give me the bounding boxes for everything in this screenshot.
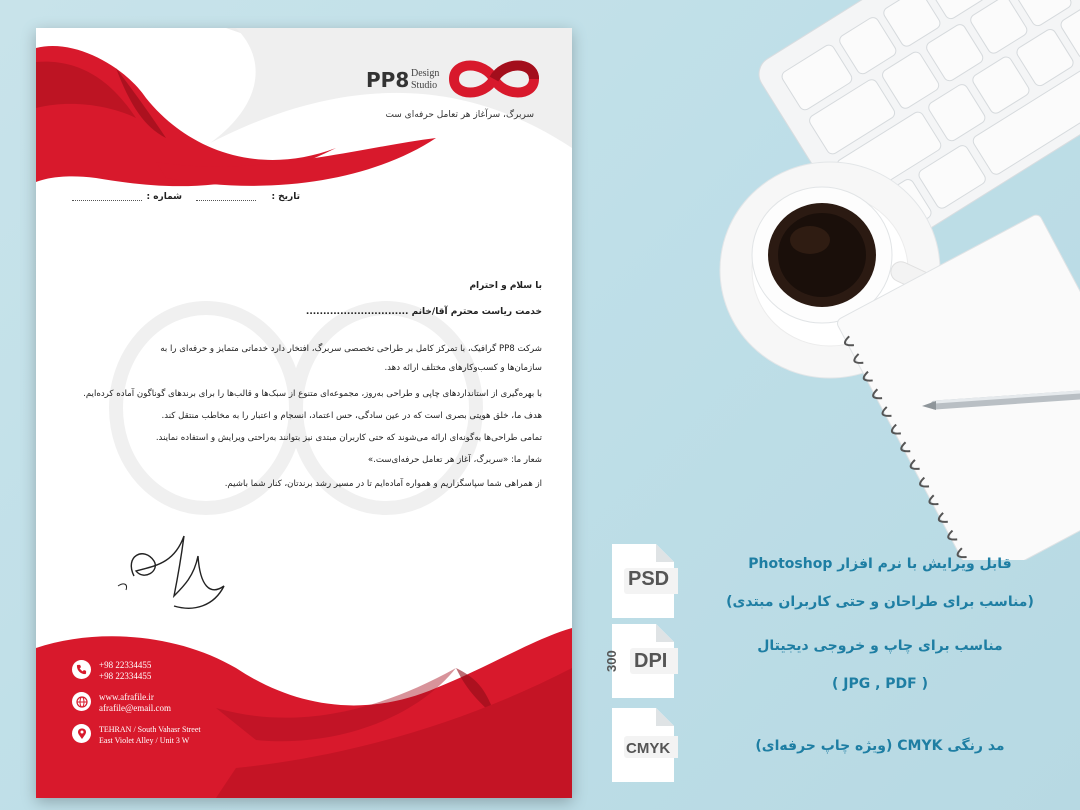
- brand-mark: PP8: [366, 68, 410, 92]
- letterhead-paper: [36, 28, 572, 798]
- signature-image: [114, 526, 254, 616]
- brand-slogan: سربرگ، سرآغاز هر تعامل حرفه‌ای ست: [385, 110, 534, 120]
- psd-label: PSD: [628, 568, 670, 590]
- feature-1-line-1: قابل ویرایش با نرم افزار Photoshop: [748, 556, 1012, 572]
- feature-2-line-2: ( JPG , PDF ): [831, 676, 929, 692]
- address-1: TEHRAN / South Vahasr Street: [99, 725, 201, 734]
- date-label: تاریخ :: [271, 192, 300, 202]
- dpi-sub-label: 300: [604, 650, 619, 672]
- phone-icon: [72, 660, 91, 679]
- number-dots: [72, 200, 142, 201]
- number-field: [147, 192, 183, 202]
- addressee: خدمت ریاست محترم آقا/خانم ..............................: [305, 307, 542, 317]
- email: afrafile@email.com: [99, 703, 171, 713]
- body-line-7: از همراهی شما سپاسگزاریم و همواره آماده‌ایم تا در مسیر رشد برندتان، کنار شما باشیم.: [224, 479, 542, 489]
- contact-phone: [72, 660, 151, 682]
- desk-scene: [560, 0, 1080, 560]
- body-line-3: با بهره‌گیری از استانداردهای چاپی و طراحی به‌روز، مجموعه‌ای متنوع از سبک‌ها و قالب‌ها را برای برندهای گوناگون آماده کرده‌ایم.: [83, 389, 542, 399]
- body-line-6: شعار ما: «سربرگ، آغاز هر تعامل حرفه‌ای‌ست.»: [367, 455, 542, 465]
- feature-1-line-2: (مناسب برای طراحان و حتی کاربران مبتدی): [726, 594, 1034, 610]
- body-line-4: هدف ما، خلق هویتی بصری است که در عین سادگی، حس اعتماد، انسجام و اعتبار را به مخاطب منتقل کند.: [161, 411, 542, 421]
- date-field: [271, 192, 300, 202]
- dpi-label: DPI: [634, 650, 668, 672]
- feature-2-line-1: مناسب برای چاپ و خروجی دیجیتال: [757, 638, 1003, 654]
- phone-2: +98 22334455: [99, 671, 152, 681]
- phone-1: +98 22334455: [99, 660, 152, 670]
- contact-web: [72, 692, 171, 714]
- brand-logo-icon: [448, 56, 540, 102]
- body-line-1: شرکت PP8 گرافیک، با تمرکز کامل بر طراحی تخصصی سربرگ، افتخار دارد خدماتی متمایز و حرفه‌ای را به: [160, 344, 542, 354]
- globe-icon: [72, 692, 91, 711]
- website: www.afrafile.ir: [99, 692, 154, 702]
- greeting: با سلام و احترام: [469, 281, 542, 291]
- date-dots: [196, 200, 256, 201]
- cmyk-label: CMYK: [626, 740, 671, 757]
- contact-address: [72, 724, 201, 746]
- body-line-5: تمامی طراحی‌ها به‌گونه‌ای ارائه می‌شوند که حتی کاربران مبتدی نیز بتوانند به‌راحتی ویرایش و استفاده نمایند.: [155, 433, 542, 443]
- address-2: East Violet Alley / Unit 3 W: [99, 736, 190, 745]
- feature-3-line-1: مد رنگی CMYK (ویژه چاپ حرفه‌ای): [755, 738, 1005, 754]
- number-label: شماره :: [146, 192, 182, 202]
- brand-line-1: Design: [411, 68, 440, 79]
- location-icon: [72, 724, 91, 743]
- brand-line-2: Studio: [411, 80, 438, 91]
- body-line-2: سازمان‌ها و کسب‌وکارهای مختلف ارائه دهد.: [384, 363, 542, 373]
